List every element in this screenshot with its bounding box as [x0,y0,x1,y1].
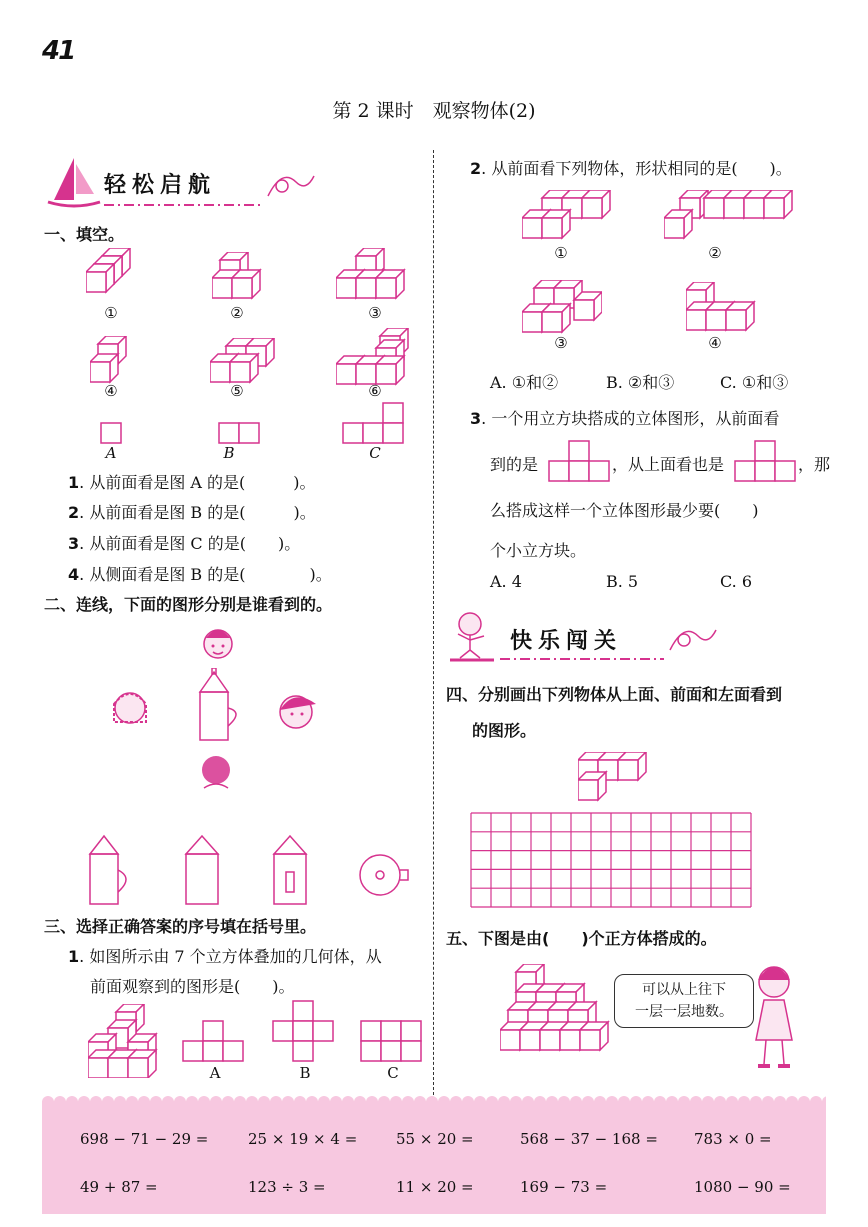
right-question-2: 2. 从前面看下列物体，形状相同的是( )。 [470,159,792,178]
option-c-label: C [387,1064,399,1082]
option-c-figure [360,1020,424,1062]
calc-r2-4: 169 − 73 = [520,1178,608,1196]
decorative-swirl-icon [664,620,720,660]
section-1-heading: 一、填空。 [44,225,125,244]
view-cup-back [270,832,314,908]
solid-shape-4 [90,336,140,384]
solid-shape-3 [336,248,416,302]
section-4-heading-line1: 四、分别画出下列物体从上面、前面和左面看到 [446,685,783,704]
child-face-right-icon [272,688,322,736]
shape-label-1: ① [104,304,118,322]
banner-title-left: 轻松启航 [104,173,217,198]
child-face-bottom-icon [196,750,236,796]
shape-label-5: ⑤ [230,382,244,400]
q2-shape-2 [664,190,794,244]
section-4-heading-line2: 的图形。 [472,721,537,740]
q3-front-view [548,440,612,482]
view-label-c: C [369,444,381,462]
s4-solid-shape [578,752,648,804]
section-2-heading: 二、连线，下面的图形分别是谁看到的。 [44,595,333,614]
q3-line4: 个小立方块。 [490,541,587,560]
view-cup-front [86,832,138,908]
q2-shape-4 [686,282,756,332]
solid-shape-5 [210,338,276,384]
panel-scallop-edge [42,1094,826,1106]
shape-label-3: ③ [368,304,382,322]
q3-line2-end: ，那 [798,455,831,474]
calc-r1-3: 55 × 20 = [396,1130,474,1148]
calc-r2-2: 123 ÷ 3 = [248,1178,326,1196]
solid-shape-2 [212,252,272,302]
calc-r2-5: 1080 − 90 = [694,1178,791,1196]
solid-shape-1 [86,248,146,300]
view-cup-side [182,832,226,908]
view-cup-top [356,850,412,900]
girl-illustration-icon [744,960,804,1076]
shape-label-2: ② [230,304,244,322]
q2-shape-3 [522,280,602,334]
banner-underline [500,654,664,664]
fill-question-3: 3. 从前面看是图 C 的是( )。 [68,534,301,553]
cup-object-center [190,668,250,744]
mental-math-panel [42,1102,826,1214]
q2-label-4: ④ [708,334,722,352]
view-a-figure [100,422,122,444]
section-5-heading: 五、下图是由( )个正方体搭成的。 [446,929,717,948]
calc-r1-1: 698 − 71 − 29 = [80,1130,209,1148]
speech-bubble [614,974,754,1028]
calc-r1-2: 25 × 19 × 4 = [248,1130,358,1148]
calc-r2-1: 49 + 87 = [80,1178,158,1196]
banner-underline [104,200,264,210]
q3-line2-middle: ，从上面看也是 [612,455,725,474]
q2-shape-1 [522,190,612,244]
choice-question-1-line1: 1. 如图所示由 7 个立方体叠加的几何体，从 [68,947,382,966]
fill-question-4: 4. 从侧面看是图 B 的是( )。 [68,565,332,584]
q3-choice-a[interactable]: A. 4 [490,572,522,591]
page-number: 41 [42,36,75,66]
calc-r2-3: 11 × 20 = [396,1178,474,1196]
shape-label-4: ④ [104,382,118,400]
fill-question-1: 1. 从前面看是图 A 的是( )。 [68,473,316,492]
q2-choice-a[interactable]: A. ①和② [490,373,559,392]
view-b-figure [218,422,262,444]
q2-choice-c[interactable]: C. ①和③ [720,373,789,392]
child-face-top-icon [198,622,238,666]
view-label-a: A [105,444,117,462]
banner-title-right: 快乐闯关 [510,629,623,654]
q3-choice-c[interactable]: C. 6 [720,572,753,591]
q3-top-view [734,440,798,482]
q3-line3: 么搭成这样一个立体图形最少要( ) [490,501,759,520]
sailboat-icon [44,150,104,210]
fill-question-2: 2. 从前面看是图 B 的是( )。 [68,503,316,522]
q3-line2-start: 到的是 [490,455,539,474]
option-a-figure [182,1020,246,1062]
column-divider [433,150,434,1095]
seven-cube-solid [88,1004,168,1078]
right-question-3-line1: 3. 一个用立方块搭成的立体图形，从前面看 [470,409,780,428]
solid-shape-6 [336,328,416,386]
calc-r1-5: 783 × 0 = [694,1130,772,1148]
q2-choice-b[interactable]: B. ②和③ [606,373,675,392]
bubble-line-1: 可以从上往下 [642,982,726,998]
shape-label-6: ⑥ [368,382,382,400]
view-c-figure [342,402,406,444]
s5-stacked-cubes [500,964,620,1054]
option-b-label: B [299,1064,311,1082]
choice-question-1-line2: 前面观察到的图形是( )。 [90,977,295,996]
option-a-label: A [209,1064,221,1082]
child-face-left-icon [108,686,152,732]
lesson-title: 第 2 课时 观察物体(2) [332,100,536,122]
calc-r1-4: 568 − 37 − 168 = [520,1130,658,1148]
bubble-line-2: 一层一层地数。 [635,1004,733,1020]
view-label-b: B [223,444,235,462]
q3-choice-b[interactable]: B. 5 [606,572,639,591]
section-3-heading: 三、选择正确答案的序号填在括号里。 [44,917,317,936]
option-b-figure [272,1000,336,1062]
q2-label-3: ③ [554,334,568,352]
q2-label-2: ② [708,244,722,262]
skateboard-child-icon [444,606,504,664]
decorative-swirl-icon [262,166,318,206]
q2-label-1: ① [554,244,568,262]
drawing-grid[interactable] [470,812,752,908]
